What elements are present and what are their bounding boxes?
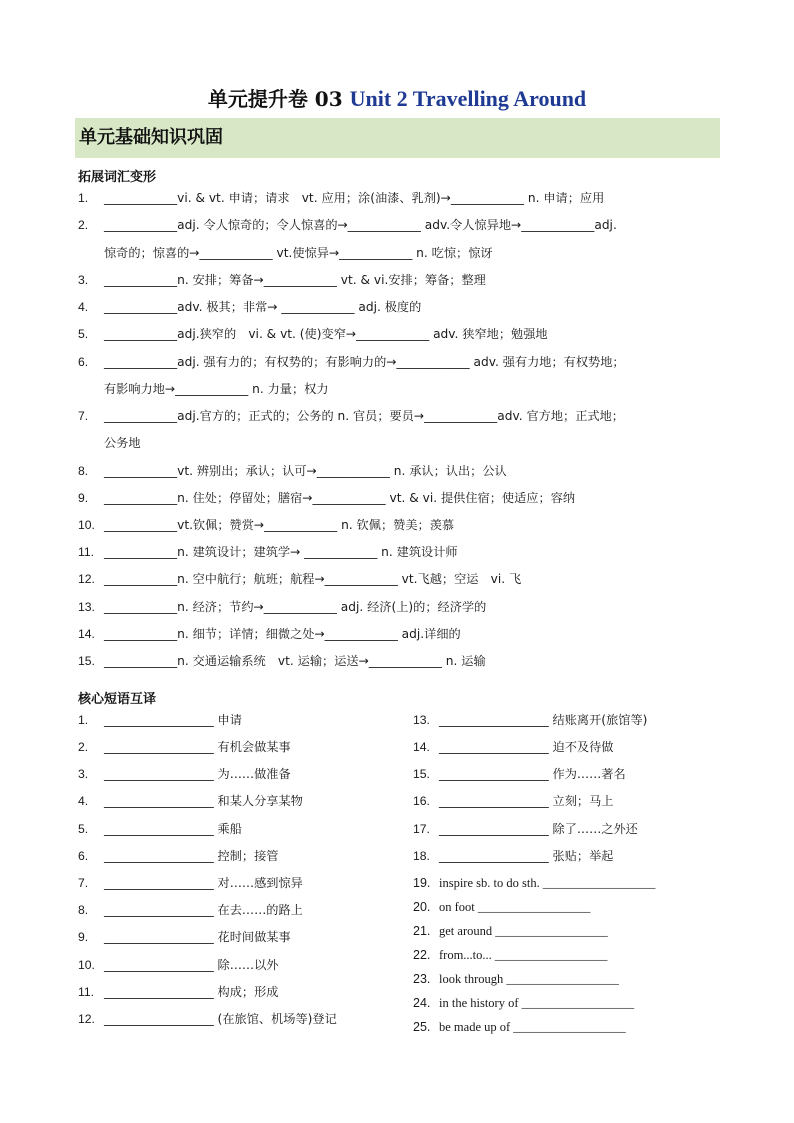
item-text: ____________n. 住处；停留处；膳宿→____________ vt. & vi. 提供住宿；使适应；容纳 [104, 491, 576, 505]
vocab-item [78, 408, 718, 425]
phrase-item [78, 821, 242, 838]
phrase-item [413, 848, 614, 865]
item-text: ____________vt.钦佩；赞赏→____________ n. 钦佩；赞美；羡慕 [104, 518, 455, 532]
phrase-item [78, 929, 291, 946]
item-number: 2. [78, 218, 89, 232]
item-number: 24. [413, 996, 431, 1010]
title-unit: Unit 2 Travelling Around [349, 86, 587, 111]
item-number: 1. [78, 191, 89, 205]
vocab-item-continuation: 有影响力地→____________ n. 力量；权力 [104, 382, 329, 396]
item-text: ____________n. 建筑设计；建筑学→ ____________ n. 建筑设计师 [104, 545, 458, 559]
item-text: __________________ 有机会做某事 [104, 740, 291, 754]
item-text: ____________n. 交通运输系统 vt. 运输；运送→____________ n. 运输 [104, 654, 486, 668]
item-text: be made up of __________________ [439, 1020, 626, 1034]
item-text: __________________ 申请 [104, 713, 242, 727]
item-text: ____________n. 空中航行；航班；航程→____________ vt.飞越；空运 vi. 飞 [104, 572, 522, 586]
item-text: get around __________________ [439, 924, 608, 938]
item-number: 13. [413, 713, 430, 727]
item-text: ____________vt. 辨别出；承认；认可→____________ n. 承认；认出；公认 [104, 464, 507, 478]
item-number: 4. [78, 300, 89, 314]
title-chinese: 单元提升卷 [207, 87, 308, 111]
item-text: __________________ 乘船 [104, 822, 242, 836]
item-text: ____________n. 细节；详情；细微之处→____________ adj.详细的 [104, 627, 461, 641]
vocab-item [78, 272, 718, 289]
vocab-item [78, 354, 718, 371]
phrase-item [78, 766, 291, 783]
item-number: 11. [78, 545, 95, 559]
item-number: 21. [413, 924, 431, 938]
item-number: 19. [413, 876, 431, 890]
phrase-item [413, 712, 647, 729]
item-number: 15. [78, 654, 95, 668]
item-number: 20. [413, 900, 431, 914]
item-number: 6. [78, 355, 89, 369]
vocab-item [78, 571, 718, 588]
item-text: in the history of __________________ [439, 996, 635, 1010]
item-number: 18. [413, 849, 430, 863]
item-text: ____________n. 安排；筹备→____________ vt. & vi.安排；筹备；整理 [104, 273, 486, 287]
item-number: 11. [78, 985, 95, 999]
item-text: __________________ 和某人分享某物 [104, 794, 303, 808]
vocab-item [78, 463, 718, 480]
item-number: 5. [78, 822, 89, 836]
item-number: 9. [78, 491, 89, 505]
page-title [0, 83, 794, 112]
item-number: 6. [78, 849, 89, 863]
item-number: 8. [78, 903, 89, 917]
item-text: ____________adj. 令人惊奇的；令人惊喜的→____________ adv.令人惊异地→____________adj. [104, 218, 617, 232]
item-text: __________________ 除……以外 [104, 958, 279, 972]
item-number: 5. [78, 327, 89, 341]
item-text: ____________adj.狭窄的 vi. & vt. (使)变窄→____________ adv. 狭窄地；勉强地 [104, 327, 548, 341]
phrase-item [413, 766, 626, 783]
item-text: __________________ 为……做准备 [104, 767, 291, 781]
phrases-heading: 核心短语互译 [78, 692, 157, 707]
item-text: ____________vi. & vt. 申请；请求 vt. 应用；涂(油漆、乳剂)→____________ n. 申请；应用 [104, 191, 605, 205]
item-text: __________________ 控制；接管 [104, 849, 279, 863]
item-text: look through __________________ [439, 972, 619, 986]
item-text: __________________ 在去……的路上 [104, 903, 303, 917]
phrase-item [413, 821, 638, 838]
phrase-item [413, 971, 619, 988]
vocab-item [78, 653, 718, 670]
phrase-item [413, 875, 655, 892]
phrase-item [413, 947, 607, 964]
item-number: 16. [413, 794, 430, 808]
item-text: __________________ 构成；形成 [104, 985, 279, 999]
item-number: 3. [78, 767, 89, 781]
phrase-item [78, 902, 303, 919]
item-number: 4. [78, 794, 89, 808]
phrase-item [78, 984, 279, 1001]
item-text: inspire sb. to do sth. __________________ [439, 876, 656, 890]
item-text: __________________ 除了……之外还 [439, 822, 638, 836]
phrase-item [78, 793, 303, 810]
phrase-item [413, 1019, 626, 1036]
phrase-item [78, 848, 279, 865]
item-number: 14. [78, 627, 95, 641]
item-text: __________________ 张贴；举起 [439, 849, 614, 863]
item-text: from...to... __________________ [439, 948, 608, 962]
vocab-item [78, 190, 718, 207]
title-number: 03 [314, 87, 343, 111]
vocab-item [78, 217, 718, 234]
item-number: 9. [78, 930, 89, 944]
item-number: 10. [78, 958, 95, 972]
item-text: __________________ 结账离开(旅馆等) [439, 713, 648, 727]
item-number: 15. [413, 767, 430, 781]
item-text: __________________ 花时间做某事 [104, 930, 291, 944]
item-number: 14. [413, 740, 430, 754]
item-number: 10. [78, 518, 95, 532]
vocab-item [78, 517, 718, 534]
item-text: __________________ (在旅馆、机场等)登记 [104, 1012, 337, 1026]
item-text: ____________n. 经济；节约→____________ adj. 经济(上)的；经济学的 [104, 600, 487, 614]
phrase-item [78, 739, 291, 756]
vocab-item-continuation: 公务地 [104, 436, 141, 450]
vocab-item-continuation: 惊奇的；惊喜的→____________ vt.使惊异→____________ n. 吃惊；惊讶 [104, 246, 493, 260]
vocab-item [78, 544, 718, 561]
item-number: 13. [78, 600, 95, 614]
item-text: ____________adj. 强有力的；有权势的；有影响力的→____________ adv. 强有力地；有权势地； [104, 355, 625, 369]
vocab-item [78, 490, 718, 507]
vocab-item [78, 626, 718, 643]
item-number: 8. [78, 464, 89, 478]
item-number: 17. [413, 822, 430, 836]
vocab-item [78, 299, 718, 316]
item-number: 12. [78, 572, 95, 586]
item-number: 7. [78, 409, 89, 423]
section-banner: 单元基础知识巩固 [75, 118, 720, 158]
phrase-item [78, 712, 242, 729]
phrase-item [78, 1011, 337, 1028]
item-text: __________________ 迫不及待做 [439, 740, 614, 754]
vocab-heading: 拓展词汇变形 [78, 170, 157, 185]
item-number: 25. [413, 1020, 431, 1034]
item-text: __________________ 作为……著名 [439, 767, 626, 781]
phrase-item [413, 793, 614, 810]
item-text: __________________ 对……感到惊异 [104, 876, 303, 890]
phrase-item [413, 739, 614, 756]
item-number: 1. [78, 713, 89, 727]
phrase-item [413, 995, 634, 1012]
item-number: 2. [78, 740, 89, 754]
item-text: ____________adj.官方的；正式的；公务的 n. 官员；要员→____________adv. 官方地；正式地； [104, 409, 624, 423]
item-text: __________________ 立刻；马上 [439, 794, 614, 808]
item-number: 23. [413, 972, 431, 986]
phrase-item [78, 875, 303, 892]
vocab-item [78, 326, 718, 343]
item-text: on foot __________________ [439, 900, 591, 914]
phrase-item [413, 923, 608, 940]
item-number: 3. [78, 273, 89, 287]
item-number: 22. [413, 948, 431, 962]
phrase-item [413, 899, 590, 916]
vocab-item [78, 599, 718, 616]
phrase-item [78, 957, 279, 974]
item-text: ____________adv. 极其；非常→ ____________ adj. 极度的 [104, 300, 422, 314]
item-number: 7. [78, 876, 89, 890]
item-number: 12. [78, 1012, 95, 1026]
